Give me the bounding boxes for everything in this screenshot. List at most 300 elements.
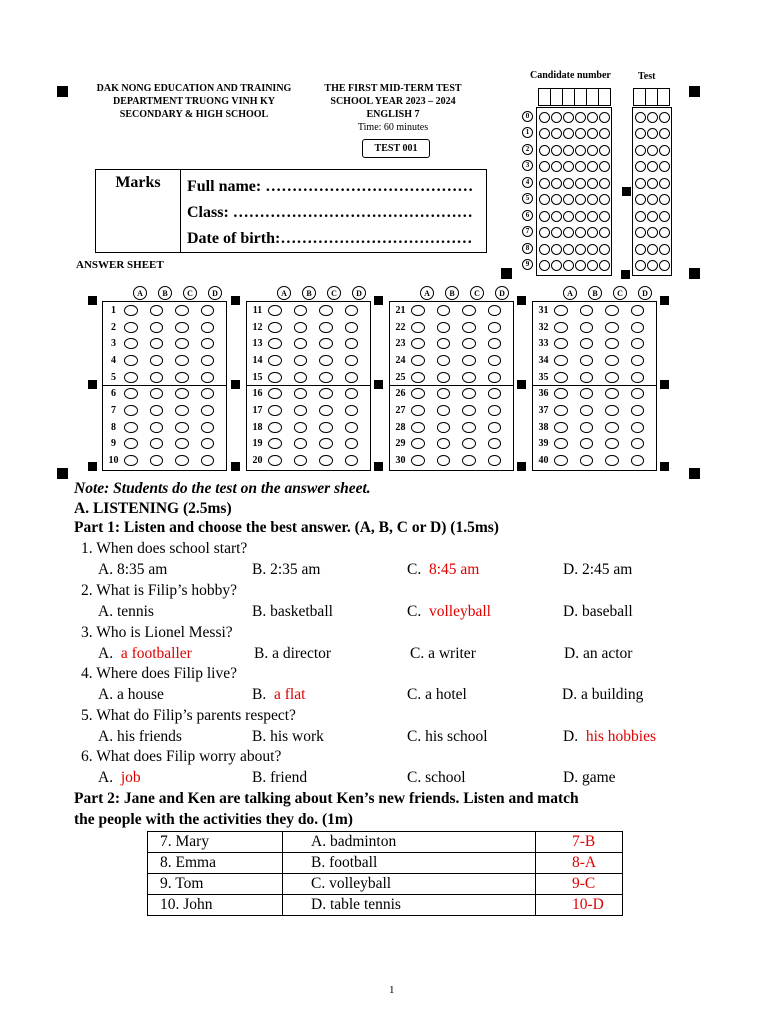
answer-bubble[interactable] — [294, 422, 307, 433]
answer-bubble[interactable] — [488, 422, 501, 433]
q6-option-b: B. friend — [252, 769, 308, 786]
question-number: 39 — [538, 438, 549, 450]
answer-bubble[interactable] — [268, 322, 281, 333]
answer-bubble[interactable] — [411, 388, 424, 399]
answer-bubble[interactable] — [201, 305, 214, 316]
question-number: 35 — [538, 371, 549, 383]
answer-bubble[interactable] — [175, 372, 188, 383]
digit-bubble[interactable] — [551, 260, 562, 271]
option-label: B — [588, 286, 602, 300]
answer-bubble[interactable] — [631, 455, 644, 466]
answer-bubble[interactable] — [150, 388, 163, 399]
question-number: 6 — [111, 388, 117, 400]
q2-option-d: D. baseball — [563, 603, 633, 620]
digit-bubble[interactable] — [551, 227, 562, 238]
digit-labels — [522, 108, 533, 273]
digit-bubble[interactable] — [635, 178, 646, 189]
answer-bubble[interactable] — [124, 338, 137, 349]
divider — [533, 385, 656, 386]
answer-bubble[interactable] — [411, 438, 424, 449]
answer-bubble[interactable] — [554, 338, 567, 349]
answer-bubble[interactable] — [319, 388, 332, 399]
q5-answer: his hobbies — [585, 728, 657, 745]
q4-option-d: D. a building — [562, 686, 644, 703]
q5-option-a: A. his friends — [98, 728, 182, 745]
answer-bubble[interactable] — [605, 322, 618, 333]
digit-bubble[interactable] — [599, 128, 610, 139]
answer-bubble[interactable] — [554, 438, 567, 449]
answer-bubble[interactable] — [605, 405, 618, 416]
digit-bubble[interactable] — [659, 211, 670, 222]
answer-bubble[interactable] — [124, 438, 137, 449]
digit-bubble[interactable] — [647, 194, 658, 205]
digit-bubble[interactable] — [599, 112, 610, 123]
answer-bubble[interactable] — [631, 422, 644, 433]
answer-bubble[interactable] — [462, 322, 475, 333]
digit-bubble[interactable] — [563, 128, 574, 139]
answer-bubble[interactable] — [554, 372, 567, 383]
digit-bubble[interactable] — [551, 112, 562, 123]
q6-option-a: A. job — [98, 769, 141, 786]
registration-mark — [374, 380, 383, 389]
answer-bubble[interactable] — [124, 322, 137, 333]
answer-bubble[interactable] — [631, 305, 644, 316]
answer-bubble[interactable] — [124, 388, 137, 399]
answer-row — [103, 436, 226, 453]
answer-bubble[interactable] — [201, 355, 214, 366]
answer-bubble[interactable] — [268, 405, 281, 416]
answer-bubble[interactable] — [345, 372, 358, 383]
candidate-number-label: Candidate number — [530, 70, 611, 81]
answer-bubble[interactable] — [175, 438, 188, 449]
digit-bubble[interactable] — [563, 260, 574, 271]
digit-bubble[interactable] — [587, 178, 598, 189]
digit-bubble[interactable] — [551, 178, 562, 189]
digit-bubble[interactable] — [587, 161, 598, 172]
answer-bubble[interactable] — [605, 455, 618, 466]
digit-bubble[interactable] — [647, 128, 658, 139]
answer-bubble[interactable] — [631, 372, 644, 383]
answer-bubble[interactable] — [411, 372, 424, 383]
answer-bubble[interactable] — [580, 355, 593, 366]
answer-bubble[interactable] — [175, 388, 188, 399]
answer-bubble[interactable] — [268, 355, 281, 366]
digit-bubble[interactable] — [647, 227, 658, 238]
answer-bubble[interactable] — [437, 405, 450, 416]
answer-bubble[interactable] — [150, 372, 163, 383]
digit-bubble[interactable] — [575, 194, 586, 205]
candidate-number-bubbles[interactable] — [536, 107, 612, 276]
digit-bubble[interactable] — [551, 128, 562, 139]
answer-bubble[interactable] — [201, 388, 214, 399]
answer-bubble[interactable] — [488, 305, 501, 316]
digit-bubble[interactable] — [647, 211, 658, 222]
answer-bubble[interactable] — [319, 322, 332, 333]
digit-bubble[interactable] — [563, 161, 574, 172]
answer-bubble[interactable] — [201, 338, 214, 349]
answer-bubble[interactable] — [124, 455, 137, 466]
digit-bubble[interactable] — [635, 128, 646, 139]
answer-bubble[interactable] — [554, 305, 567, 316]
answer-bubble[interactable] — [294, 388, 307, 399]
part2-title-line2: the people with the activities they do. (1m) — [74, 811, 353, 828]
digit-bubble[interactable] — [587, 112, 598, 123]
answer-bubble[interactable] — [605, 438, 618, 449]
digit-bubble[interactable] — [647, 244, 658, 255]
answer-bubble[interactable] — [268, 455, 281, 466]
answer-bubble[interactable] — [488, 455, 501, 466]
q4-option-c: C. a hotel — [407, 686, 467, 703]
digit-bubble[interactable] — [539, 227, 550, 238]
q1-option-a: A. 8:35 am — [98, 561, 168, 578]
answer-bubble[interactable] — [437, 388, 450, 399]
answer-bubble[interactable] — [150, 438, 163, 449]
answer-bubble[interactable] — [345, 438, 358, 449]
digit-bubble[interactable] — [659, 244, 670, 255]
answer-bubble[interactable] — [462, 455, 475, 466]
digit-bubble[interactable] — [599, 145, 610, 156]
answer-bubble[interactable] — [437, 322, 450, 333]
digit-bubble[interactable] — [539, 112, 550, 123]
answer-bubble[interactable] — [345, 338, 358, 349]
answer-bubble[interactable] — [411, 405, 424, 416]
digit-bubble[interactable] — [575, 112, 586, 123]
answer-bubble[interactable] — [319, 405, 332, 416]
answer-bubble[interactable] — [150, 422, 163, 433]
digit-bubble[interactable] — [575, 211, 586, 222]
answer-bubble[interactable] — [175, 422, 188, 433]
answer-bubble[interactable] — [605, 355, 618, 366]
answer-bubble[interactable] — [631, 338, 644, 349]
answer-bubble[interactable] — [605, 338, 618, 349]
digit-bubble[interactable] — [563, 211, 574, 222]
digit-bubble[interactable] — [635, 211, 646, 222]
question-number: 30 — [395, 455, 406, 467]
answer-bubble[interactable] — [411, 338, 424, 349]
digit-bubble[interactable] — [575, 145, 586, 156]
digit-bubble[interactable] — [599, 161, 610, 172]
digit-bubble[interactable] — [539, 260, 550, 271]
digit-bubble[interactable] — [635, 227, 646, 238]
digit-bubble[interactable] — [599, 260, 610, 271]
answer-bubble[interactable] — [201, 422, 214, 433]
answer-row — [390, 385, 513, 402]
answer-bubble[interactable] — [580, 388, 593, 399]
question-number: 22 — [395, 321, 406, 333]
digit-bubble[interactable] — [551, 145, 562, 156]
divider — [247, 385, 370, 386]
answer-bubble[interactable] — [580, 322, 593, 333]
answer-bubble[interactable] — [268, 422, 281, 433]
answer-bubble[interactable] — [580, 372, 593, 383]
answer-bubble[interactable] — [294, 305, 307, 316]
digit-bubble[interactable] — [539, 211, 550, 222]
digit-bubble[interactable] — [587, 145, 598, 156]
answer-bubble[interactable] — [150, 405, 163, 416]
registration-mark — [88, 296, 97, 305]
registration-mark — [517, 380, 526, 389]
answer-row — [103, 319, 226, 336]
digit-bubble[interactable] — [635, 260, 646, 271]
answer-bubble[interactable] — [150, 338, 163, 349]
answer-bubble[interactable] — [294, 372, 307, 383]
answer-bubble[interactable] — [631, 438, 644, 449]
answer-bubble[interactable] — [631, 405, 644, 416]
digit-bubble[interactable] — [635, 194, 646, 205]
digit-bubble[interactable] — [647, 178, 658, 189]
answer-bubble[interactable] — [345, 355, 358, 366]
digit-bubble[interactable] — [635, 145, 646, 156]
digit-bubble[interactable] — [575, 260, 586, 271]
digit-bubble[interactable] — [647, 161, 658, 172]
digit-bubble[interactable] — [659, 112, 670, 123]
answer-bubble[interactable] — [488, 338, 501, 349]
answer-bubble[interactable] — [411, 422, 424, 433]
answer-bubble[interactable] — [175, 355, 188, 366]
answer-bubble[interactable] — [175, 338, 188, 349]
test-code-box: TEST 001 — [362, 139, 430, 158]
q2-option-b: B. basketball — [252, 603, 333, 620]
answer-bubble[interactable] — [580, 438, 593, 449]
person-cell: 9. Tom — [148, 874, 283, 895]
digit-bubble[interactable] — [647, 145, 658, 156]
answer-bubble[interactable] — [345, 422, 358, 433]
digit-bubble[interactable] — [635, 161, 646, 172]
answer-bubble[interactable] — [201, 322, 214, 333]
candidate-number-boxes[interactable] — [538, 88, 611, 106]
answer-bubble[interactable] — [411, 455, 424, 466]
date-of-birth-field[interactable]: Date of birth:……………………………… — [187, 230, 473, 247]
answer-bubble[interactable] — [124, 422, 137, 433]
answer-bubble[interactable] — [201, 405, 214, 416]
answer-bubble[interactable] — [554, 455, 567, 466]
digit-bubble[interactable] — [599, 178, 610, 189]
digit-bubble[interactable] — [659, 178, 670, 189]
full-name-field[interactable]: Full name: ………………………………… — [187, 178, 474, 195]
answer-bubble[interactable] — [462, 405, 475, 416]
digit-bubble[interactable] — [575, 244, 586, 255]
digit-bubble[interactable] — [563, 112, 574, 123]
answer-bubble[interactable] — [462, 355, 475, 366]
answer-bubble[interactable] — [319, 372, 332, 383]
answer-bubble[interactable] — [580, 405, 593, 416]
answer-bubble[interactable] — [554, 355, 567, 366]
digit-bubble[interactable] — [647, 260, 658, 271]
answer-bubble[interactable] — [437, 438, 450, 449]
digit-bubble[interactable] — [659, 161, 670, 172]
answer-row — [103, 335, 226, 352]
answer-bubble[interactable] — [294, 338, 307, 349]
registration-mark — [689, 468, 700, 479]
answer-bubble[interactable] — [319, 305, 332, 316]
answer-bubble[interactable] — [488, 355, 501, 366]
digit-bubble[interactable] — [587, 260, 598, 271]
answer-bubble[interactable] — [124, 355, 137, 366]
digit-bubble[interactable] — [563, 145, 574, 156]
answer-bubble[interactable] — [268, 338, 281, 349]
q2-option-c: C. volleyball — [407, 603, 491, 620]
answer-bubble[interactable] — [437, 372, 450, 383]
answer-bubble[interactable] — [294, 322, 307, 333]
answer-bubble[interactable] — [580, 338, 593, 349]
answer-bubble[interactable] — [150, 322, 163, 333]
answer-bubble[interactable] — [631, 322, 644, 333]
digit-bubble[interactable] — [539, 194, 550, 205]
digit-bubble[interactable] — [659, 145, 670, 156]
answer-bubble[interactable] — [319, 438, 332, 449]
digit-bubble[interactable] — [587, 227, 598, 238]
digit-bubble[interactable] — [599, 211, 610, 222]
answer-bubble[interactable] — [554, 388, 567, 399]
digit-bubble[interactable] — [599, 227, 610, 238]
digit-bubble[interactable] — [587, 244, 598, 255]
answer-bubble[interactable] — [605, 388, 618, 399]
answer-bubble[interactable] — [175, 455, 188, 466]
question-number: 26 — [395, 388, 406, 400]
digit-bubble[interactable] — [563, 227, 574, 238]
digit-bubble[interactable] — [575, 227, 586, 238]
digit-bubble[interactable] — [539, 161, 550, 172]
registration-mark — [621, 270, 630, 279]
digit-bubble[interactable] — [635, 244, 646, 255]
answer-bubble[interactable] — [462, 388, 475, 399]
answer-bubble[interactable] — [580, 455, 593, 466]
answer-bubble[interactable] — [437, 355, 450, 366]
answer-bubble[interactable] — [605, 422, 618, 433]
answer-bubble[interactable] — [488, 322, 501, 333]
digit-bubble[interactable] — [599, 244, 610, 255]
answer-bubble[interactable] — [411, 305, 424, 316]
q5-option-d: D. his hobbies — [563, 728, 657, 745]
digit-bubble[interactable] — [563, 178, 574, 189]
answer-bubble[interactable] — [319, 355, 332, 366]
digit-bubble[interactable] — [635, 112, 646, 123]
answer-bubble[interactable] — [488, 372, 501, 383]
question-number: 3 — [111, 338, 117, 350]
digit-bubble[interactable] — [647, 112, 658, 123]
answer-bubble[interactable] — [462, 338, 475, 349]
answer-bubble[interactable] — [268, 388, 281, 399]
answer-bubble[interactable] — [488, 388, 501, 399]
answer-bubble[interactable] — [462, 305, 475, 316]
school-year: SCHOOL YEAR 2023 – 2024 — [330, 96, 456, 107]
answer-bubble[interactable] — [150, 455, 163, 466]
answer-bubble[interactable] — [554, 322, 567, 333]
digit-bubble[interactable] — [587, 194, 598, 205]
digit-bubble[interactable] — [659, 128, 670, 139]
answer-bubble[interactable] — [175, 305, 188, 316]
class-field[interactable]: Class: ……………………………………… — [187, 204, 473, 221]
digit-bubble[interactable] — [575, 161, 586, 172]
answer-bubble[interactable] — [411, 355, 424, 366]
digit-bubble[interactable] — [659, 227, 670, 238]
answer-bubble[interactable] — [268, 305, 281, 316]
answer-bubble[interactable] — [268, 372, 281, 383]
answer-bubble[interactable] — [268, 438, 281, 449]
answer-bubble[interactable] — [345, 405, 358, 416]
digit-bubble[interactable] — [551, 161, 562, 172]
answer-bubble[interactable] — [411, 322, 424, 333]
digit-bubble[interactable] — [575, 128, 586, 139]
digit-bubble[interactable] — [551, 211, 562, 222]
digit-bubble[interactable] — [587, 128, 598, 139]
answer-bubble[interactable] — [345, 322, 358, 333]
answer-bubble[interactable] — [580, 305, 593, 316]
answer-bubble[interactable] — [437, 455, 450, 466]
answer-bubble[interactable] — [554, 422, 567, 433]
answer-row — [533, 402, 656, 419]
digit-bubble[interactable] — [659, 260, 670, 271]
answer-bubble[interactable] — [294, 355, 307, 366]
answer-bubble[interactable] — [345, 388, 358, 399]
test-code-boxes[interactable] — [633, 88, 670, 106]
question-number: 25 — [395, 371, 406, 383]
digit-bubble[interactable] — [551, 194, 562, 205]
answer-bubble[interactable] — [201, 372, 214, 383]
answer-bubble[interactable] — [345, 455, 358, 466]
digit-bubble[interactable] — [587, 211, 598, 222]
answer-bubble[interactable] — [201, 438, 214, 449]
digit-bubble[interactable] — [539, 178, 550, 189]
answer-bubble[interactable] — [124, 372, 137, 383]
answer-bubble[interactable] — [319, 422, 332, 433]
digit-bubble[interactable] — [575, 178, 586, 189]
answer-bubble[interactable] — [631, 355, 644, 366]
answer-bubble[interactable] — [488, 438, 501, 449]
digit-bubble[interactable] — [563, 194, 574, 205]
answer-bubble[interactable] — [462, 438, 475, 449]
digit-label: 3 — [522, 160, 533, 171]
digit-bubble[interactable] — [539, 145, 550, 156]
answer-bubble[interactable] — [488, 405, 501, 416]
test-code-bubbles[interactable] — [632, 107, 672, 276]
question-number: 14 — [252, 354, 263, 366]
digit-bubble[interactable] — [599, 194, 610, 205]
answer-bubble[interactable] — [175, 405, 188, 416]
answer-bubble[interactable] — [631, 388, 644, 399]
answer-bubble[interactable] — [294, 405, 307, 416]
answer-bubble[interactable] — [580, 422, 593, 433]
answer-bubble[interactable] — [605, 305, 618, 316]
answer-bubble[interactable] — [319, 455, 332, 466]
answer-bubble[interactable] — [294, 438, 307, 449]
answer-bubble[interactable] — [124, 305, 137, 316]
answer-bubble[interactable] — [294, 455, 307, 466]
digit-bubble[interactable] — [551, 244, 562, 255]
answer-bubble[interactable] — [605, 372, 618, 383]
answer-bubble[interactable] — [462, 422, 475, 433]
answer-bubble[interactable] — [437, 422, 450, 433]
digit-bubble[interactable] — [539, 244, 550, 255]
answer-bubble[interactable] — [462, 372, 475, 383]
answer-bubble[interactable] — [124, 405, 137, 416]
answer-bubble[interactable] — [150, 305, 163, 316]
answer-bubble[interactable] — [437, 305, 450, 316]
digit-label: 9 — [522, 259, 533, 270]
answer-bubble[interactable] — [201, 455, 214, 466]
answer-bubble[interactable] — [554, 405, 567, 416]
answer-bubble[interactable] — [175, 322, 188, 333]
divider — [103, 385, 226, 386]
digit-bubble[interactable] — [539, 128, 550, 139]
digit-bubble[interactable] — [659, 194, 670, 205]
answer-row — [533, 369, 656, 386]
answer-bubble[interactable] — [319, 338, 332, 349]
answer-bubble[interactable] — [437, 338, 450, 349]
answer-bubble[interactable] — [150, 355, 163, 366]
digit-bubble[interactable] — [563, 244, 574, 255]
answer-bubble[interactable] — [345, 305, 358, 316]
